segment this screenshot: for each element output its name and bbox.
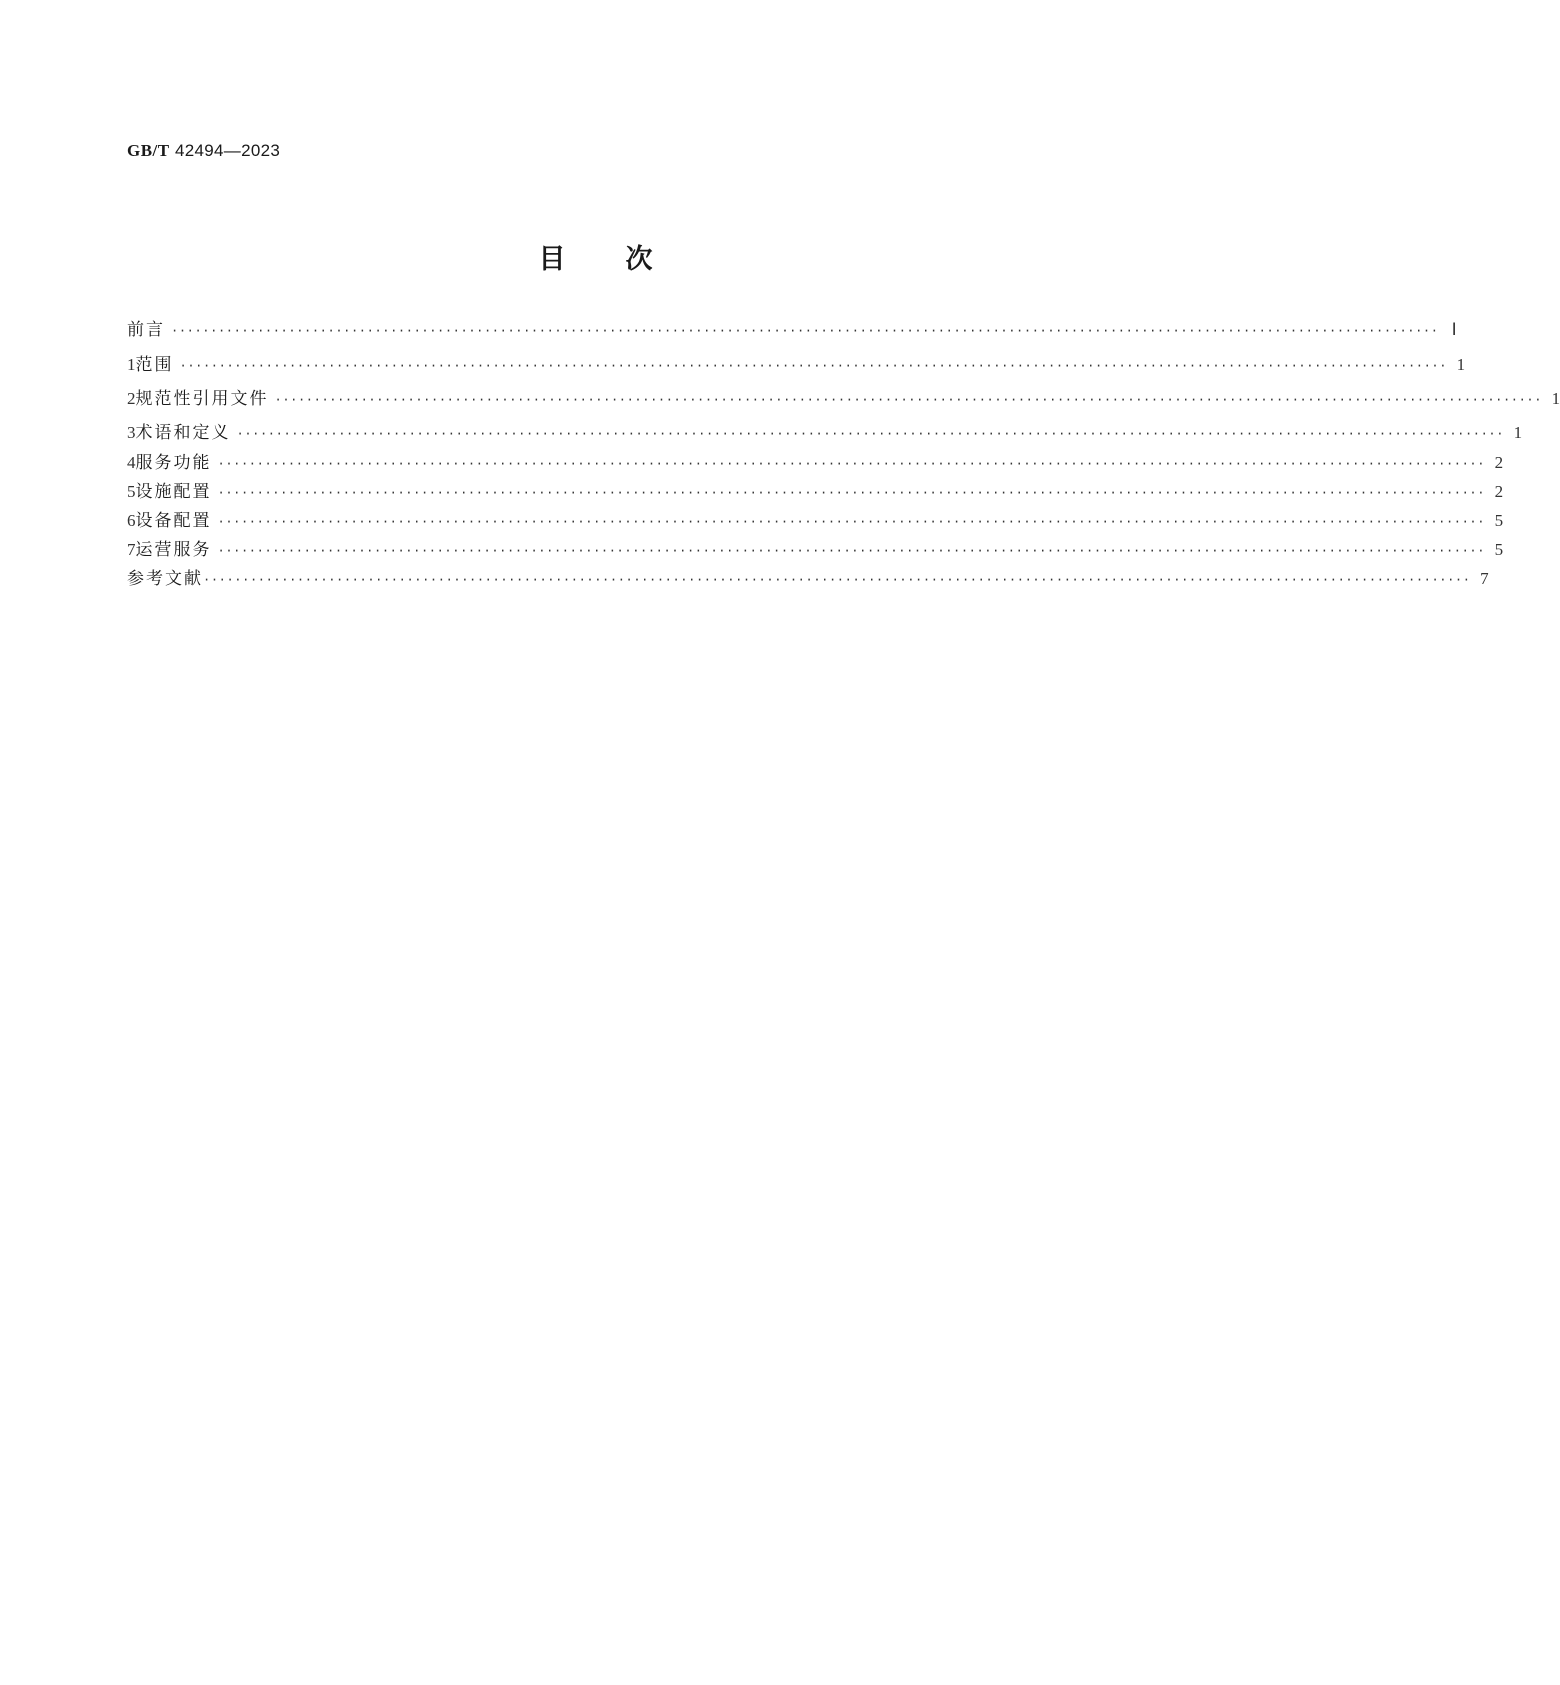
- toc-entry-number: 2: [127, 389, 136, 408]
- toc-entry-page: 1: [1513, 423, 1523, 442]
- toc-entry-label: 设施配置: [135, 482, 212, 502]
- toc-entry-label: 运营服务: [135, 540, 212, 560]
- toc-entry-page: 2: [1494, 482, 1504, 501]
- toc-entry-number: 3: [127, 423, 136, 442]
- dot-leader: ··································································································································································: [217, 544, 1486, 558]
- toc-entry-operation-service[interactable]: [127, 538, 1504, 562]
- toc-entry-scope[interactable]: [127, 353, 1466, 377]
- dot-leader: ··································································································································································: [203, 573, 1471, 587]
- toc-entry-bibliography[interactable]: [127, 567, 1489, 591]
- toc-entry-foreword[interactable]: [127, 318, 1457, 342]
- dot-leader: ··································································································································································: [217, 515, 1486, 529]
- dot-leader: ··································································································································································: [236, 427, 1505, 441]
- dot-leader: ··································································································································································: [171, 324, 1439, 338]
- toc-entry-number: 1: [127, 355, 136, 374]
- toc-entry-label: 规范性引用文件: [135, 389, 269, 409]
- toc-entry-service-functions[interactable]: [127, 451, 1504, 475]
- toc-entry-page: 1: [1456, 355, 1466, 374]
- toc-entry-number: 4: [127, 453, 136, 472]
- toc-entry-normative-references[interactable]: [127, 387, 1560, 411]
- toc-entry-label: 范围: [135, 355, 174, 375]
- dot-leader: ··································································································································································: [179, 359, 1448, 373]
- toc-entry-page: 1: [1551, 389, 1560, 408]
- toc-entry-page: 5: [1494, 511, 1504, 530]
- toc-entry-number: 6: [127, 511, 136, 530]
- toc-title: 目次: [538, 244, 713, 275]
- toc-entry-page: 7: [1480, 569, 1489, 588]
- toc-entry-number: 5: [127, 482, 136, 501]
- dot-leader: ··································································································································································: [274, 393, 1543, 407]
- toc-entry-label: 服务功能: [135, 453, 212, 473]
- toc-entry-label: 前言: [127, 320, 165, 340]
- toc-entry-label: 设备配置: [135, 511, 212, 531]
- dot-leader: ··································································································································································: [217, 457, 1486, 471]
- toc-entry-number: 7: [127, 540, 136, 559]
- toc-entry-label: 参考文献: [127, 569, 203, 589]
- toc-entry-page: 2: [1494, 453, 1504, 472]
- toc-entry-terms-definitions[interactable]: [127, 421, 1523, 445]
- toc-entry-equipment-configuration[interactable]: [127, 509, 1504, 533]
- toc-entry-label: 术语和定义: [135, 423, 231, 443]
- toc-entry-page: Ⅰ: [1451, 320, 1457, 339]
- standard-prefix: GB/T: [127, 141, 170, 160]
- toc-entry-facility-configuration[interactable]: [127, 480, 1504, 504]
- standard-code: 42494—2023: [175, 141, 281, 160]
- standard-number: [127, 141, 280, 161]
- toc-entry-page: 5: [1494, 540, 1504, 559]
- dot-leader: ··································································································································································: [217, 486, 1486, 500]
